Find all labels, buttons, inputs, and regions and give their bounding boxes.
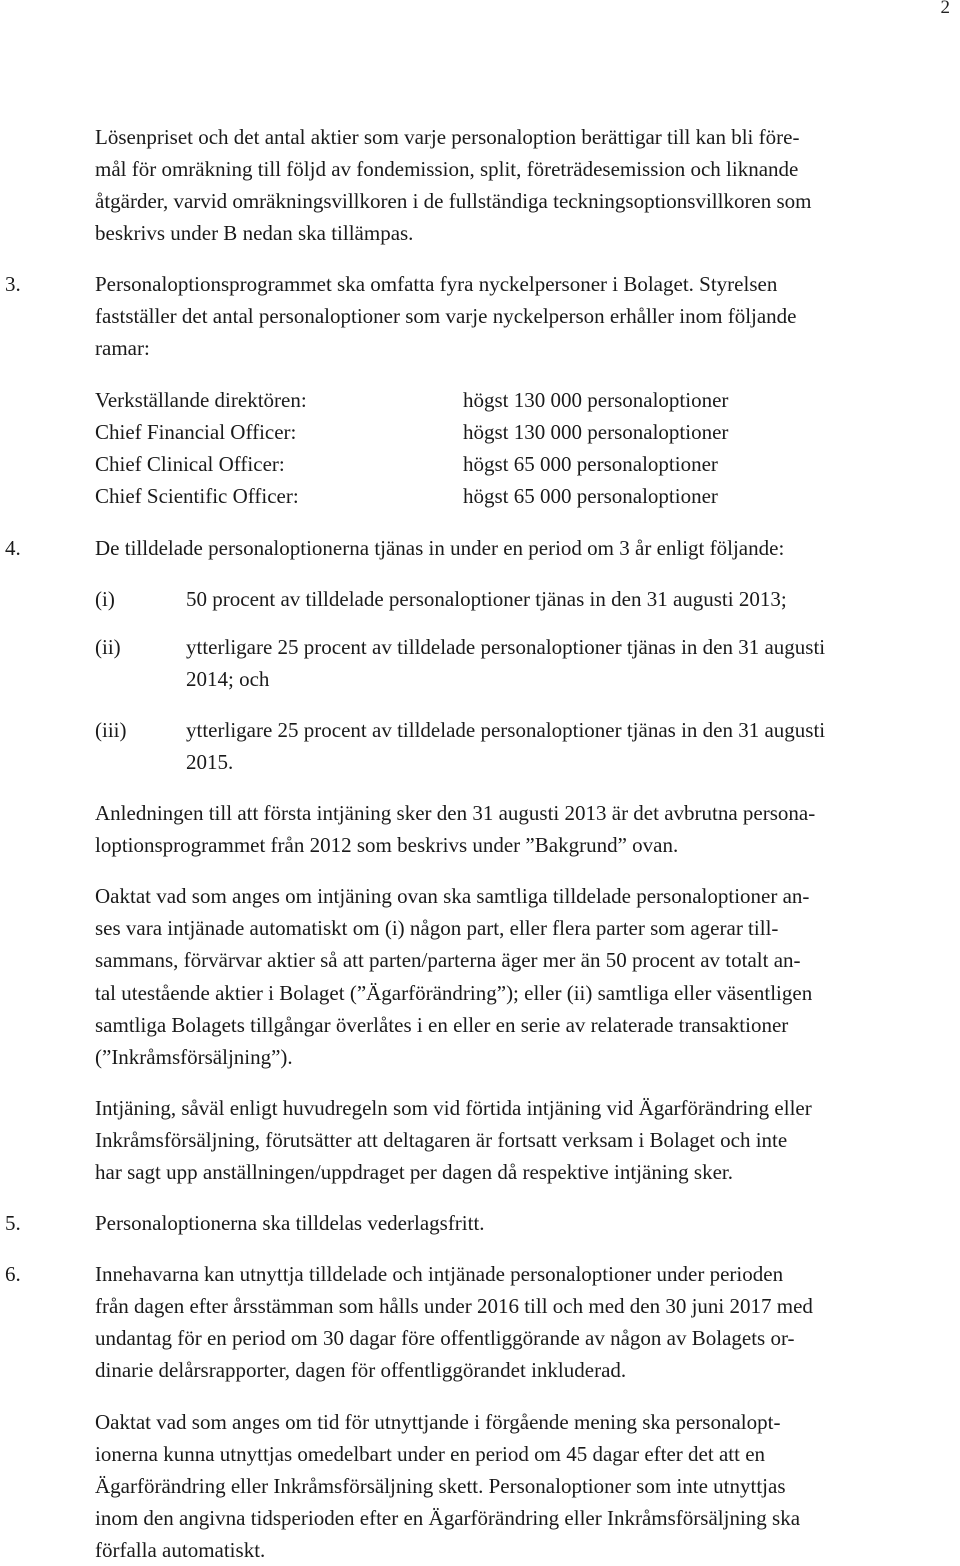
allocation-role: Verkställande direktören: xyxy=(95,388,307,412)
text-line: Anledningen till att första intjäning sker den 31 augusti 2013 är det avbrutna persona- xyxy=(95,801,816,825)
text-line: Intjäning, såväl enligt huvudregeln som vid förtida intjäning vid Ägarförändring eller xyxy=(95,1096,812,1120)
allocation-amount: högst 130 000 personaloptioner xyxy=(463,420,729,444)
item-number: 5. xyxy=(5,1211,21,1235)
text-line: inom den angivna tidsperioden efter en Ägarförändring eller Inkråmsförsäljning ska xyxy=(95,1506,801,1530)
vesting-label: (ii) xyxy=(95,635,121,659)
vesting-text: 2014; och xyxy=(186,667,270,691)
text-line: sammans, förvärvar aktier så att parten/parterna äger mer än 50 procent av totalt an- xyxy=(95,948,801,972)
vesting-text: 2015. xyxy=(186,750,234,774)
allocation-amount: högst 65 000 personaloptioner xyxy=(463,484,718,508)
text-line: åtgärder, varvid omräkningsvillkoren i de fullständiga teckningsoptionsvillkoren som xyxy=(95,189,812,213)
allocation-role: Chief Financial Officer: xyxy=(95,420,297,444)
text-line: Ägarförändring eller Inkråmsförsäljning skett. Personaloptioner som inte utnyttjas xyxy=(95,1474,786,1498)
text-line: förfalla automatiskt. xyxy=(95,1538,266,1562)
item-number: 6. xyxy=(5,1262,21,1286)
vesting-label: (iii) xyxy=(95,718,127,742)
text-line: tal utestående aktier i Bolaget (”Ägarförändring”); eller (ii) samtliga eller väsentligen xyxy=(95,981,813,1005)
text-line: Personaloptionsprogrammet ska omfatta fyra nyckelpersoner i Bolaget. Styrelsen xyxy=(95,272,778,296)
text-line: mål för omräkning till följd av fondemission, split, företrädesemission och liknande xyxy=(95,157,799,181)
allocation-role: Chief Clinical Officer: xyxy=(95,452,285,476)
vesting-label: (i) xyxy=(95,587,115,611)
text-line: De tilldelade personaloptionerna tjänas in under en period om 3 år enligt följande: xyxy=(95,536,785,560)
text-line: dinarie delårsrapporter, dagen för offentliggörandet inkluderad. xyxy=(95,1358,627,1382)
text-line: loptionsprogrammet från 2012 som beskrivs under ”Bakgrund” ovan. xyxy=(95,833,679,857)
text-line: Inkråmsförsäljning, förutsätter att deltagaren är fortsatt verksam i Bolaget och inte xyxy=(95,1128,788,1152)
text-line: ses vara intjänade automatiskt om (i) någon part, eller flera parter som agerar till- xyxy=(95,916,779,940)
vesting-text: ytterligare 25 procent av tilldelade personaloptioner tjänas in den 31 augusti xyxy=(186,718,826,742)
text-line: (”Inkråmsförsäljning”). xyxy=(95,1045,293,1069)
text-line: har sagt upp anställningen/uppdraget per dagen då respektive intjäning sker. xyxy=(95,1160,733,1184)
page-number: 2 xyxy=(940,0,950,18)
text-line: fastställer det antal personaloptioner som varje nyckelperson erhåller inom följande xyxy=(95,304,797,328)
allocation-role: Chief Scientific Officer: xyxy=(95,484,299,508)
text-line: Personaloptionerna ska tilldelas vederlagsfritt. xyxy=(95,1211,485,1235)
allocation-amount: högst 130 000 personaloptioner xyxy=(463,388,729,412)
text-line: Innehavarna kan utnyttja tilldelade och intjänade personaloptioner under perioden xyxy=(95,1262,784,1286)
vesting-text: 50 procent av tilldelade personaloptioner tjänas in den 31 augusti 2013; xyxy=(186,587,787,611)
text-line: beskrivs under B nedan ska tillämpas. xyxy=(95,221,414,245)
text-line: ionerna kunna utnyttjas omedelbart under en period om 45 dagar efter det att en xyxy=(95,1442,766,1466)
item-number: 3. xyxy=(5,272,21,296)
text-line: Lösenpriset och det antal aktier som varje personaloption berättigar till kan bli före- xyxy=(95,125,800,149)
allocation-amount: högst 65 000 personaloptioner xyxy=(463,452,718,476)
vesting-text: ytterligare 25 procent av tilldelade personaloptioner tjänas in den 31 augusti xyxy=(186,635,826,659)
text-line: samtliga Bolagets tillgångar överlåtes i en eller en serie av relaterade transaktioner xyxy=(95,1013,789,1037)
text-line: undantag för en period om 30 dagar före offentliggörande av någon av Bolagets or- xyxy=(95,1326,795,1350)
text-line: från dagen efter årsstämman som hålls under 2016 till och med den 30 juni 2017 med xyxy=(95,1294,813,1318)
text-line: Oaktat vad som anges om tid för utnyttjande i förgående mening ska personalopt- xyxy=(95,1410,781,1434)
text-line: Oaktat vad som anges om intjäning ovan ska samtliga tilldelade personaloptioner an- xyxy=(95,884,810,908)
text-line: ramar: xyxy=(95,336,150,360)
item-number: 4. xyxy=(5,536,21,560)
